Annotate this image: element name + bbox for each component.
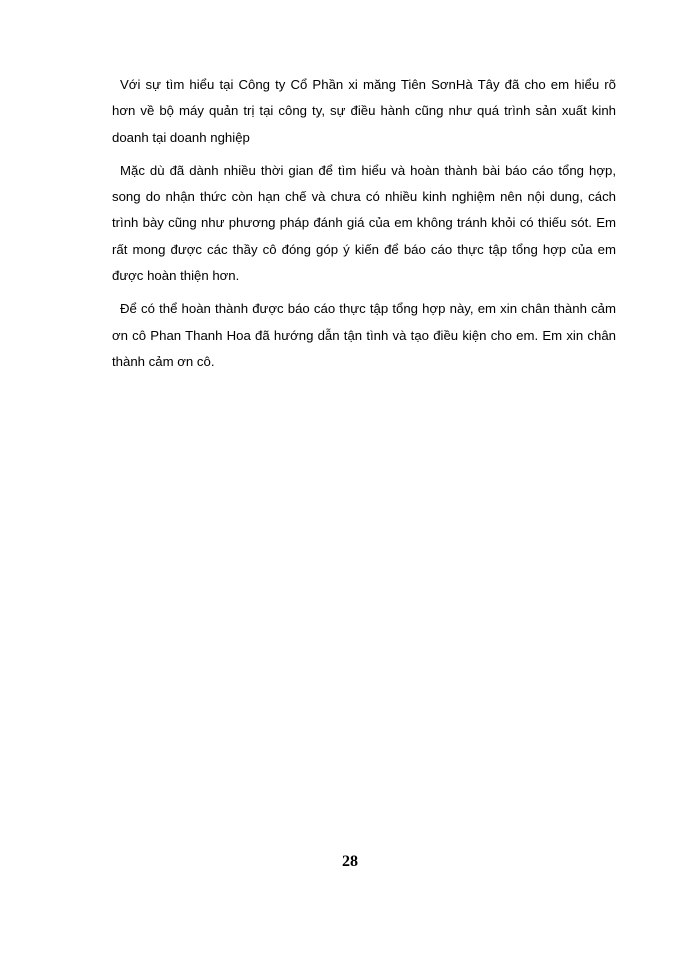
paragraph-2: Mặc dù đã dành nhiều thời gian để tìm hiểu và hoàn thành bài báo cáo tổng hợp, song do nhận thức còn hạn chế và chưa có nhiều kinh nghiệm nên nội dung, cách trình bày cũng như phương pháp đánh giá của em không tránh khỏi có thiếu sót. Em rất mong được các thầy cô đóng góp ý kiến để báo cáo thực tập tổng hợp của em được hoàn thiện hơn. bbox=[112, 162, 616, 284]
paragraph-3: Để có thể hoàn thành được báo cáo thực tập tổng hợp này, em xin chân thành cảm ơn cô Phan Thanh Hoa đã hướng dẫn tận tình và tạo điều kiện cho em. Em xin chân thành cảm ơn cô. bbox=[112, 301, 616, 369]
paragraph-1: Với sự tìm hiểu tại Công ty Cổ Phần xi măng Tiên SơnHà Tây đã cho em hiểu rõ hơn về bộ máy quản trị tại công ty, sự điều hành cũng như quá trình sản xuất kinh doanh tại doanh nghiệp bbox=[112, 77, 616, 145]
body-text bbox=[112, 72, 616, 382]
page-number: 28 bbox=[342, 853, 358, 870]
